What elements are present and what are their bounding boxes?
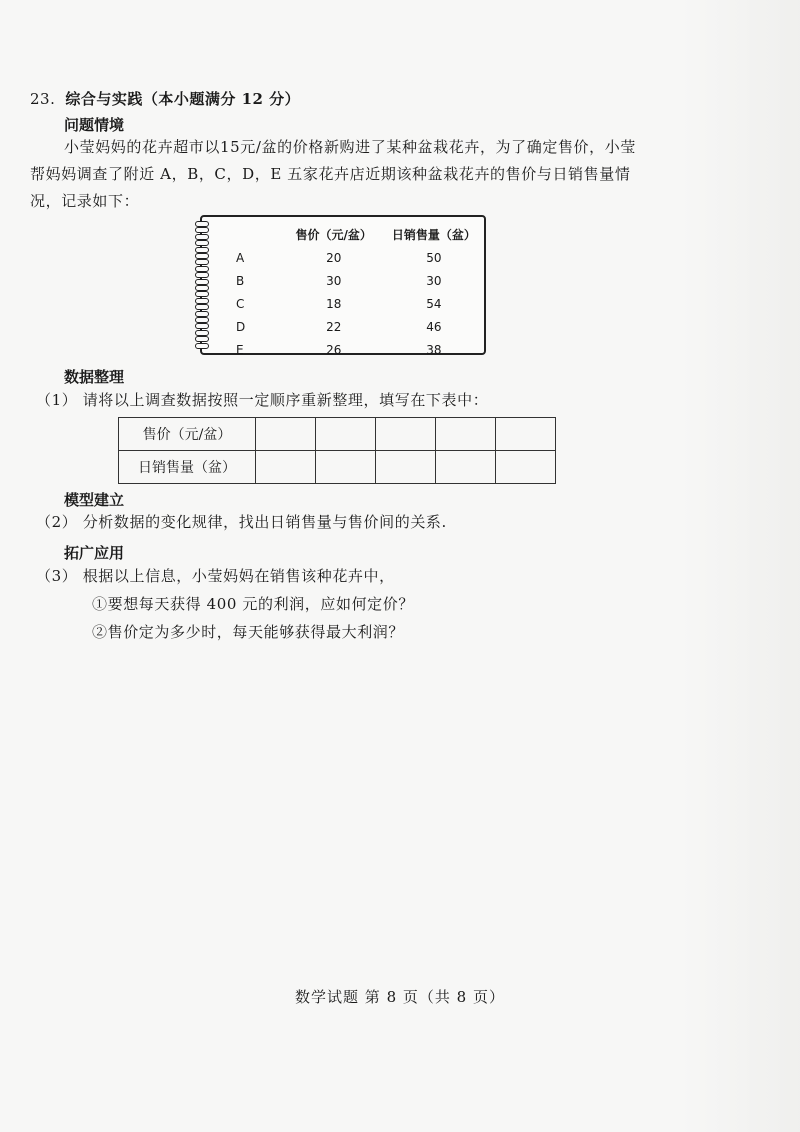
fill-cell[interactable] bbox=[436, 418, 496, 451]
survey-row bbox=[230, 292, 484, 315]
survey-store: C bbox=[236, 296, 245, 311]
survey-sales: 38 bbox=[426, 342, 442, 357]
spiral-ring-icon bbox=[195, 227, 209, 233]
survey-header-sales: 日销售量（盆） bbox=[391, 228, 476, 242]
survey-price: 18 bbox=[326, 296, 342, 311]
survey-header-row bbox=[230, 223, 484, 246]
spiral-ring-icon bbox=[195, 291, 209, 297]
spiral-ring-icon bbox=[195, 221, 209, 227]
section-model: 模型建立 bbox=[64, 491, 125, 509]
spiral-ring-icon bbox=[195, 266, 209, 272]
part1-text: （1） 请将以上调查数据按照一定顺序重新整理，填写在下表中： bbox=[36, 391, 489, 409]
scan-shadow bbox=[680, 0, 800, 1132]
spiral-ring-icon bbox=[195, 272, 209, 278]
fill-cell[interactable] bbox=[496, 418, 556, 451]
fill-cell[interactable] bbox=[316, 451, 376, 484]
spiral-ring-icon bbox=[195, 234, 209, 240]
fill-cell[interactable] bbox=[436, 451, 496, 484]
spiral-ring-icon bbox=[195, 279, 209, 285]
survey-header-store bbox=[230, 223, 284, 246]
survey-sales: 54 bbox=[426, 296, 442, 311]
fill-row-sales bbox=[119, 451, 556, 484]
survey-row bbox=[230, 338, 484, 361]
fill-cell[interactable] bbox=[376, 418, 436, 451]
part3-sub1: ①要想每天获得 400 元的利润，应如何定价？ bbox=[92, 595, 414, 613]
fill-row-sales-label: 日销售量（盆） bbox=[119, 451, 256, 484]
survey-price: 20 bbox=[326, 250, 342, 265]
spiral-ring-icon bbox=[195, 311, 209, 317]
fill-cell[interactable] bbox=[376, 451, 436, 484]
spiral-ring-icon bbox=[195, 336, 209, 342]
spiral-ring-icon bbox=[195, 285, 209, 291]
section-situation: 问题情境 bbox=[64, 116, 125, 134]
fill-cell[interactable] bbox=[496, 451, 556, 484]
survey-store: A bbox=[236, 250, 245, 265]
section-organize: 数据整理 bbox=[64, 368, 125, 386]
spiral-ring-icon bbox=[195, 240, 209, 246]
survey-table bbox=[230, 223, 484, 361]
page-footer: 数学试题 第 8 页（共 8 页） bbox=[295, 988, 505, 1006]
survey-row bbox=[230, 269, 484, 292]
survey-row bbox=[230, 315, 484, 338]
intro-line: 小莹妈妈的花卉超市以15元/盆的价格新购进了某种盆栽花卉，为了确定售价，小莹 bbox=[64, 138, 636, 156]
spiral-ring-icon bbox=[195, 247, 209, 253]
spiral-ring-icon bbox=[195, 330, 209, 336]
fill-in-table bbox=[118, 417, 556, 484]
survey-store: D bbox=[236, 319, 246, 334]
part2-text: （2） 分析数据的变化规律，找出日销售量与售价间的关系. bbox=[36, 513, 447, 531]
question-heading: 综合与实践（本小题满分 12 分） bbox=[65, 90, 301, 108]
spiral-binding-icon bbox=[195, 221, 209, 349]
survey-sales: 30 bbox=[426, 273, 442, 288]
intro-paragraph bbox=[30, 134, 664, 215]
part3-text: （3） 根据以上信息，小莹妈妈在销售该种花卉中， bbox=[36, 567, 395, 585]
survey-row bbox=[230, 246, 484, 269]
survey-header-price: 售价（元/盆） bbox=[295, 228, 372, 242]
section-apply: 拓广应用 bbox=[64, 544, 125, 562]
intro-line: 帮妈妈调查了附近 A，B，C，D，E 五家花卉店近期该种盆栽花卉的售价与日销售量情 bbox=[30, 165, 631, 183]
fill-cell[interactable] bbox=[256, 418, 316, 451]
question-number: 23. bbox=[30, 90, 56, 108]
spiral-ring-icon bbox=[195, 317, 209, 323]
survey-notebook-card bbox=[200, 215, 486, 355]
survey-price: 22 bbox=[326, 319, 342, 334]
survey-store: E bbox=[236, 342, 244, 357]
survey-price: 26 bbox=[326, 342, 342, 357]
survey-sales: 46 bbox=[426, 319, 442, 334]
spiral-ring-icon bbox=[195, 343, 209, 349]
part3-sub2: ②售价定为多少时，每天能够获得最大利润？ bbox=[92, 623, 405, 641]
fill-cell[interactable] bbox=[316, 418, 376, 451]
survey-store: B bbox=[236, 273, 245, 288]
spiral-ring-icon bbox=[195, 253, 209, 259]
fill-row-price bbox=[119, 418, 556, 451]
spiral-ring-icon bbox=[195, 298, 209, 304]
survey-price: 30 bbox=[326, 273, 342, 288]
fill-cell[interactable] bbox=[256, 451, 316, 484]
fill-row-price-label: 售价（元/盆） bbox=[119, 418, 256, 451]
question-title bbox=[30, 88, 300, 109]
spiral-ring-icon bbox=[195, 259, 209, 265]
intro-line: 况，记录如下： bbox=[30, 192, 140, 210]
survey-sales: 50 bbox=[426, 250, 442, 265]
spiral-ring-icon bbox=[195, 304, 209, 310]
spiral-ring-icon bbox=[195, 323, 209, 329]
